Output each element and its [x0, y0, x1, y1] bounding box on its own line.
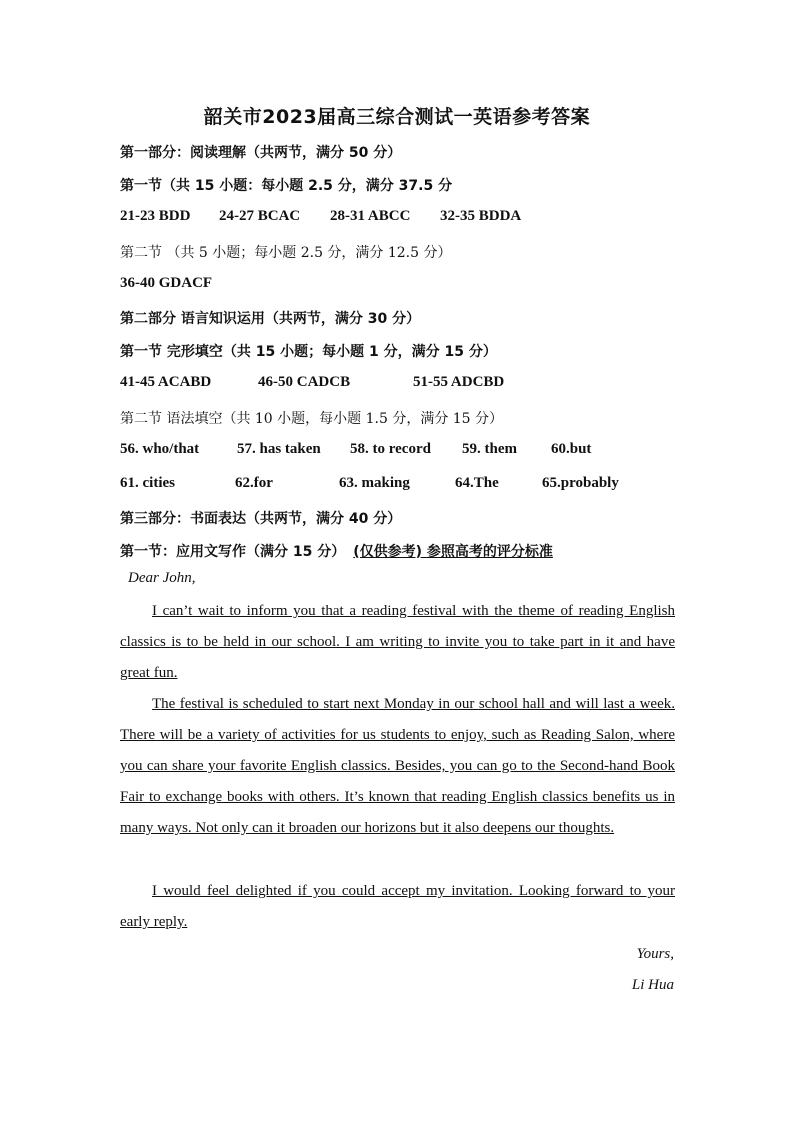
part3-section1-label: 第一节：应用文写作（满分 15 分）	[120, 544, 346, 560]
answer-group: 32-35 BDDA	[440, 208, 522, 224]
grammar-answer: 63. making	[339, 475, 410, 491]
grammar-answer: 62.for	[235, 475, 273, 491]
part2-heading: 第二部分 语言知识运用（共两节，满分 30 分）	[120, 311, 421, 327]
part3-heading: 第三部分：书面表达（共两节，满分 40 分）	[120, 511, 402, 527]
letter-paragraph: I can’t wait to inform you that a reading festival with the theme of reading English classics is to be held in our school. I am writing to invite you to take part in it and have great fun.	[120, 603, 675, 681]
part2-section1-heading: 第一节 完形填空（共 15 小题；每小题 1 分，满分 15 分）	[120, 344, 497, 360]
answer-group: 21-23 BDD	[120, 208, 191, 224]
grammar-answer: 58. to record	[350, 441, 431, 457]
letter-closing: Yours,	[636, 946, 674, 962]
part2-section2-heading: 第二节 语法填空（共 10 小题，每小题 1.5 分，满分 15 分）	[120, 411, 504, 427]
part3-section1-heading	[120, 541, 553, 561]
answer-group: 46-50 CADCB	[258, 374, 351, 390]
letter-signature: Li Hua	[631, 977, 674, 993]
scoring-note: (仅供参考) 参照高考的评分标准	[353, 544, 553, 560]
part1-heading: 第一部分：阅读理解（共两节，满分 50 分）	[120, 145, 402, 161]
letter-salutation: Dear John,	[128, 570, 196, 586]
grammar-answer: 61. cities	[120, 475, 175, 491]
page-title: 韶关市2023届高三综合测试一英语参考答案	[203, 106, 591, 128]
grammar-answer: 59. them	[462, 441, 517, 457]
letter-paragraph: I would feel delighted if you could accept my invitation. Looking forward to your early reply.	[120, 883, 675, 930]
answer-group: 36-40 GDACF	[120, 275, 213, 291]
part1-section2-heading: 第二节 （共 5 小题；每小题 2.5 分，满分 12.5 分）	[120, 245, 452, 261]
grammar-answer: 65.probably	[542, 475, 619, 491]
answer-group: 24-27 BCAC	[219, 208, 301, 224]
grammar-answer: 64.The	[455, 475, 499, 491]
grammar-answer: 56. who/that	[120, 441, 200, 457]
answer-group: 51-55 ADCBD	[413, 374, 505, 390]
part1-section1-heading: 第一节（共 15 小题：每小题 2.5 分，满分 37.5 分	[120, 178, 453, 194]
answer-group: 41-45 ACABD	[120, 374, 212, 390]
grammar-answer: 57. has taken	[237, 441, 321, 457]
grammar-answer: 60.but	[551, 441, 592, 457]
answer-group: 28-31 ABCC	[330, 208, 411, 224]
letter-paragraph: The festival is scheduled to start next Monday in our school hall and will last a week. There will be a variety of activities for us students to enjoy, such as Reading Salon, where you can share your favorite English classics. Besides, you can go to the Second-hand Book Fair to exchange books with others. It’s known that reading English classics benefits us in many ways. Not only can it broaden our horizons but it also deepens our thoughts.	[120, 696, 675, 836]
